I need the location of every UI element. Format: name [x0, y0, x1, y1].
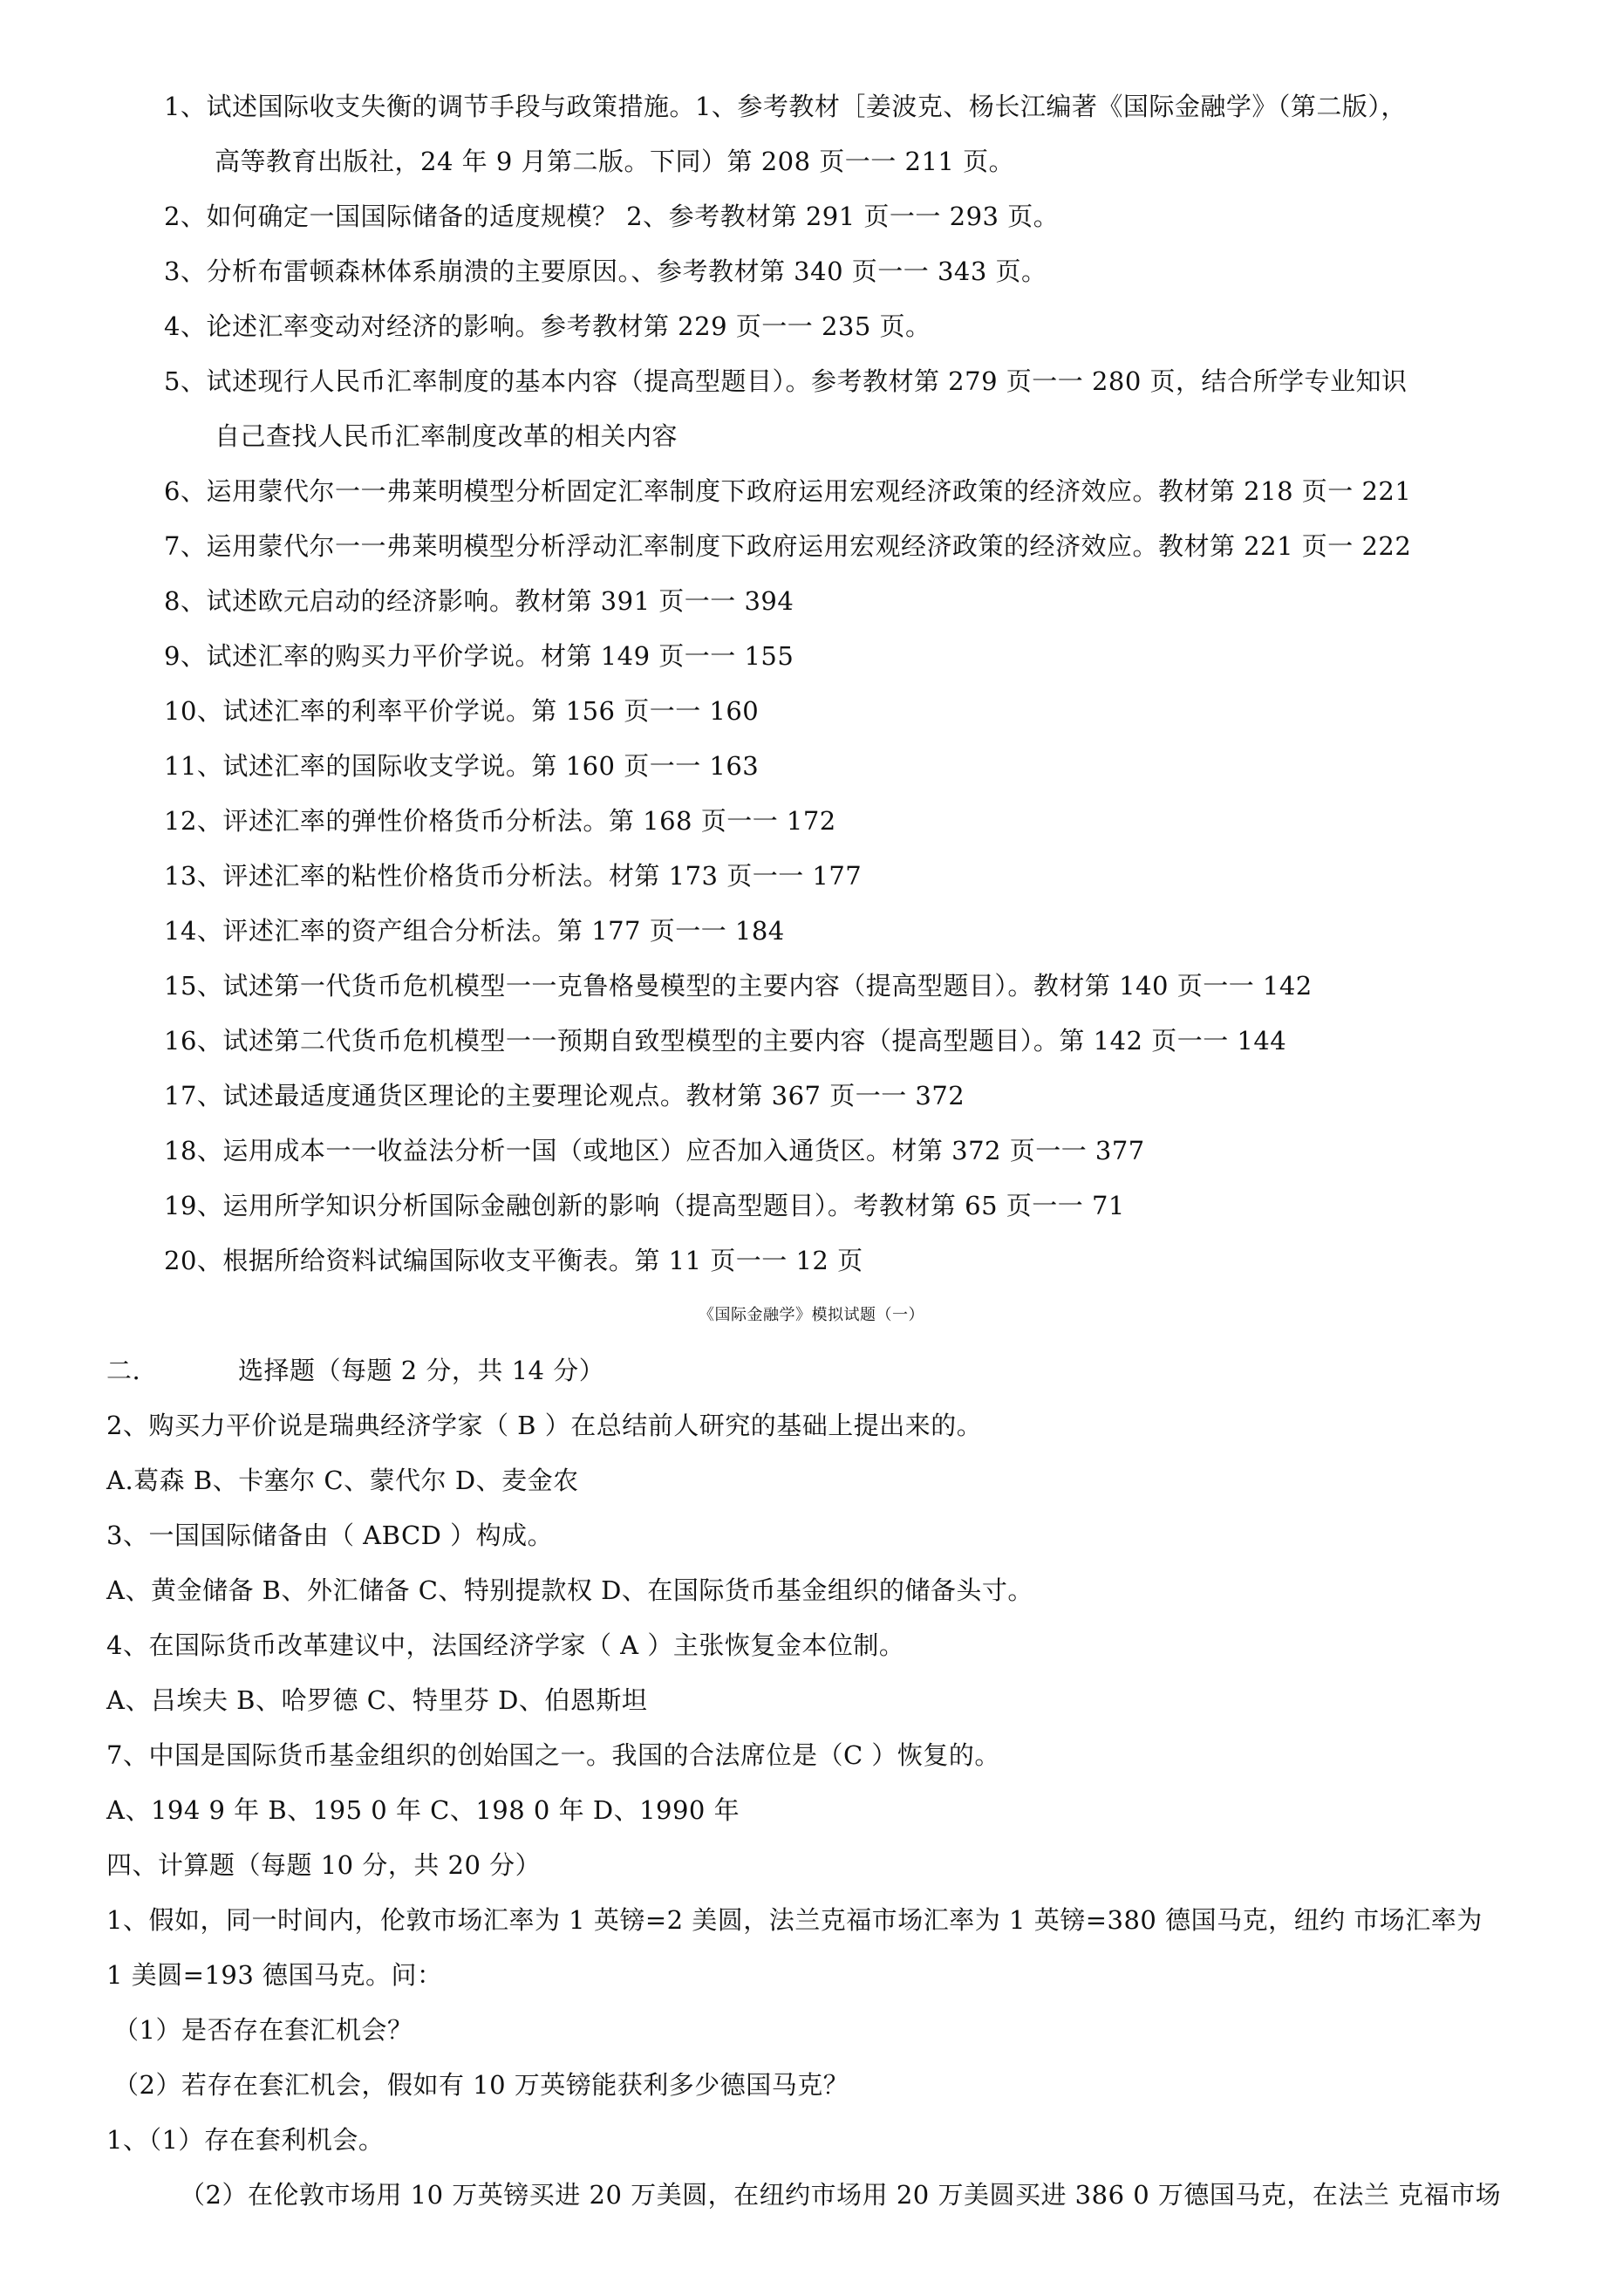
question-9: 9、试述汇率的购买力平价学说。材第 149 页一一 155	[164, 641, 794, 671]
calc-subquestion-2: （2）若存在套汇机会，假如有 10 万英镑能获利多少德国马克？	[113, 2070, 849, 2100]
question-13: 13、评述汇率的粘性价格货币分析法。材第 173 页一一 177	[164, 861, 863, 891]
choice-q3-options: A、黄金储备 B、外汇储备 C、特别提款权 D、在国际货币基金组织的储备头寸。	[106, 1575, 1033, 1605]
calc-question-1-continuation: 1 美圆=193 德国马克。问：	[106, 1960, 443, 1990]
question-16: 16、试述第二代货币危机模型一一预期自致型模型的主要内容（提高型题目）。第 142 页一一 144	[164, 1026, 1287, 1056]
question-8: 8、试述欧元启动的经济影响。教材第 391 页一一 394	[164, 586, 794, 616]
choice-q2-options: A.葛森 B、卡塞尔 C、蒙代尔 D、麦金农	[106, 1466, 579, 1495]
question-20: 20、根据所给资料试编国际收支平衡表。第 11 页一一 12 页	[164, 1246, 863, 1275]
answer-1-part-2: （2）在伦敦市场用 10 万英镑买进 20 万美圆，在纽约市场用 20 万美圆买进 386 0 万德国马克，在法兰 克福市场	[180, 2180, 1502, 2210]
question-5-continuation: 自己查找人民币汇率制度改革的相关内容	[215, 421, 679, 451]
exam-title: 《国际金融学》模拟试题（一）	[699, 1306, 924, 1324]
calc-subquestion-1: （1）是否存在套汇机会？	[113, 2015, 413, 2045]
section-heading: 选择题（每题 2 分，共 14 分）	[238, 1356, 605, 1385]
question-12: 12、评述汇率的弹性价格货币分析法。第 168 页一一 172	[164, 806, 836, 836]
choice-q2: 2、购买力平价说是瑞典经济学家（ B ）在总结前人研究的基础上提出来的。	[106, 1411, 983, 1440]
question-17: 17、试述最适度通货区理论的主要理论观点。教材第 367 页一一 372	[164, 1081, 965, 1110]
question-1: 1、试述国际收支失衡的调节手段与政策措施。1、参考教材［姜波克、杨长江编著《国际金融学》（第二版），	[164, 92, 1407, 121]
question-7: 7、运用蒙代尔一一弗莱明模型分析浮动汇率制度下政府运用宏观经济政策的经济效应。教材第 221 页一 222	[164, 531, 1412, 561]
calc-question-1: 1、假如，同一时间内，伦敦市场汇率为 1 英镑=2 美圆，法兰克福市场汇率为 1 英镑=380 德国马克，纽约 市场汇率为	[106, 1905, 1483, 1935]
question-11: 11、试述汇率的国际收支学说。第 160 页一一 163	[164, 751, 760, 781]
choice-q3: 3、一国国际储备由（ ABCD ）构成。	[106, 1520, 554, 1550]
question-18: 18、运用成本一一收益法分析一国（或地区）应否加入通货区。材第 372 页一一 377	[164, 1136, 1145, 1165]
question-5: 5、试述现行人民币汇率制度的基本内容（提高型题目）。参考教材第 279 页一一 280 页，结合所学专业知识	[164, 366, 1408, 396]
choice-q7: 7、中国是国际货币基金组织的创始国之一。我国的合法席位是（C ）恢复的。	[106, 1740, 1000, 1770]
choice-q7-options: A、194 9 年 B、195 0 年 C、198 0 年 D、1990 年	[106, 1795, 740, 1825]
calc-section-heading: 四、计算题（每题 10 分，共 20 分）	[106, 1850, 542, 1880]
question-3: 3、分析布雷顿森林体系崩溃的主要原因。、参考教材第 340 页一一 343 页。	[164, 256, 1047, 286]
question-4: 4、论述汇率变动对经济的影响。参考教材第 229 页一一 235 页。	[164, 311, 931, 341]
question-10: 10、试述汇率的利率平价学说。第 156 页一一 160	[164, 696, 760, 726]
question-15: 15、试述第一代货币危机模型一一克鲁格曼模型的主要内容（提高型题目）。教材第 140 页一一 142	[164, 971, 1313, 1001]
answer-1: 1、（1）存在套利机会。	[106, 2125, 385, 2155]
question-1-continuation: 高等教育出版社，24 年 9 月第二版。下同）第 208 页一一 211 页。	[215, 147, 1015, 176]
choice-q4-options: A、吕埃夫 B、哈罗德 C、特里芬 D、伯恩斯坦	[106, 1685, 648, 1715]
choice-q4: 4、在国际货币改革建议中，法国经济学家（ A ）主张恢复金本位制。	[106, 1630, 905, 1660]
question-2: 2、如何确定一国国际储备的适度规模？ 2、参考教材第 291 页一一 293 页。	[164, 202, 1060, 231]
question-6: 6、运用蒙代尔一一弗莱明模型分析固定汇率制度下政府运用宏观经济政策的经济效应。教材第 218 页一 221	[164, 476, 1412, 506]
question-19: 19、运用所学知识分析国际金融创新的影响（提高型题目）。考教材第 65 页一一 71	[164, 1191, 1125, 1220]
section-number: 二.	[106, 1356, 141, 1385]
question-14: 14、评述汇率的资产组合分析法。第 177 页一一 184	[164, 916, 785, 946]
